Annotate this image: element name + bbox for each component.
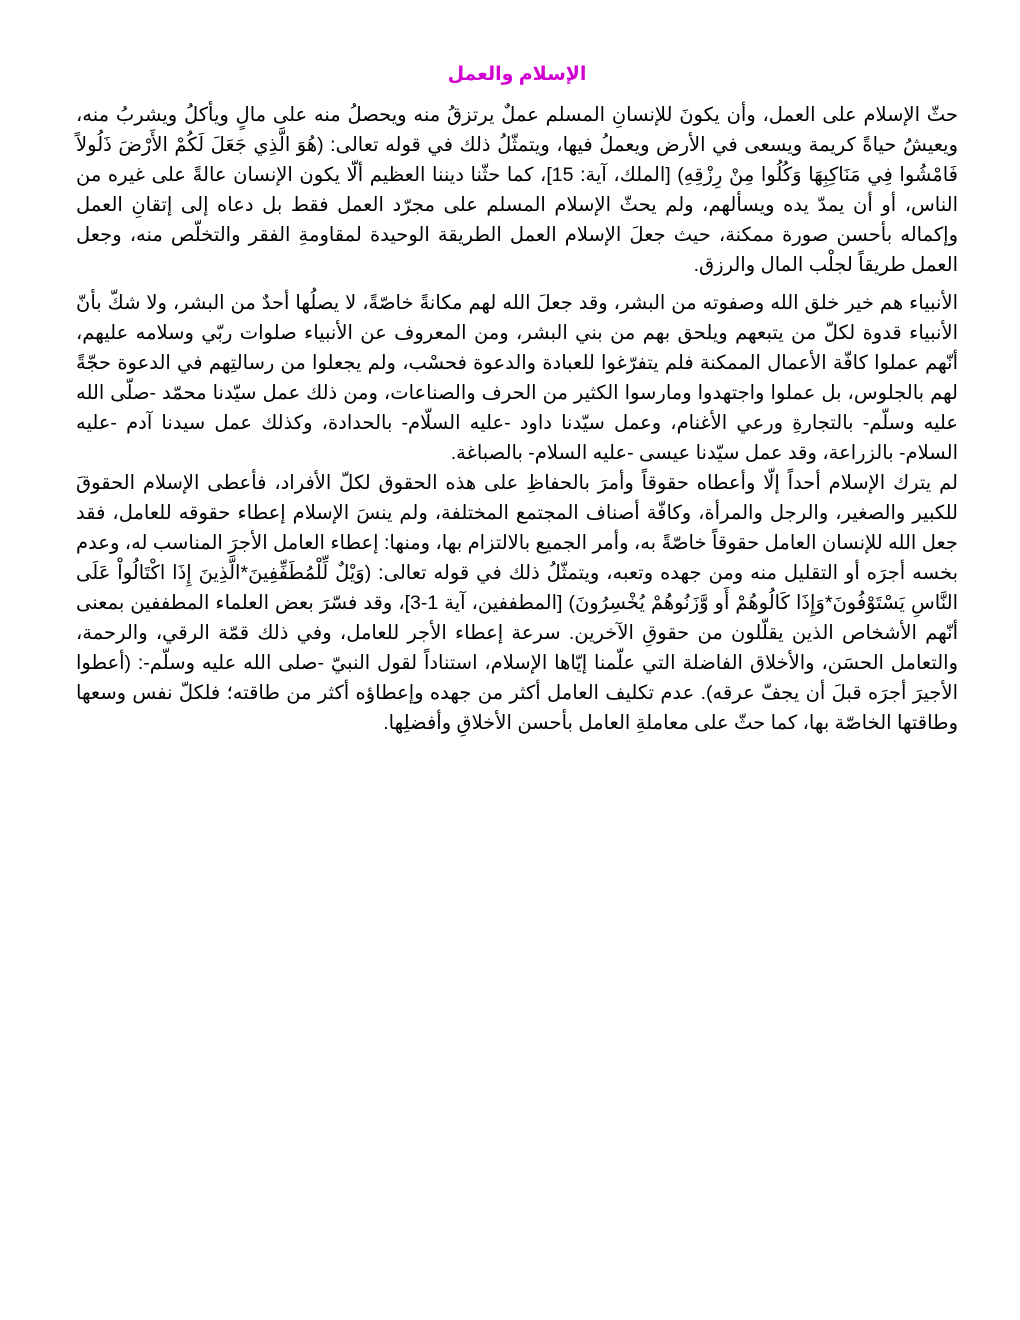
paragraph-prophets-work: الأنبياء هم خير خلق الله وصفوته من البشر، وقد جعلَ الله لهم مكانةً خاصّةً، لا يصلُها أحدٌ من البشر، ولا شكّ بأنّ الأنبياء قدوة لكلّ من يتبعهم ويلحق بهم من بني البشر، ومن المعروف عن الأنبياء صلوات ربّي وسلامه عليهم، أنّهم عملوا كافّة الأعمال الممكنة فلم يتفرّغوا للعبادة والدعوة فحسْب، ولم يجعلوا من رسالتِهم في الدعوة حجّةً لهم بالجلوس، بل عملوا واجتهدوا ومارسوا الكثير من الحرف والصناعات، ومن ذلك عمل سيّدنا محمّد -صلّى الله عليه وسلّم- بالتجارةِ ورعي الأغنام، وعمل سيّدنا داود -عليه السلّام- بالحدادة، وكذلك عمل سيدنا آدم -عليه السلام- بالزراعة، وقد عمل سيّدنا عيسى -عليه السلام- بالصباغة. (76, 292, 958, 464)
paragraph-worker-rights: لم يترك الإسلام أحداً إلّا وأعطاه حقوقاً وأمرَ بالحفاظِ على هذه الحقوق لكلّ الأفراد، فأعطى الإسلام الحقوقَ للكبير والصغير، والرجل والمرأة، وكافّة أصناف المجتمع المختلفة، ولم ينسَ الإسلام إعطاء حقوقه للعامل، فقد جعل الله للإنسان العامل حقوقاً خاصّةً به، وأمر الجميع بالالتزام بها، ومنها: إعطاء العامل الأجرَ المناسب له، وعدم بخسه أجرَه أو التقليل منه ومن جهده وتعبه، ويتمثّلُ ذلك في قوله تعالى: (وَيْلٌ لِّلْمُطَفِّفِينَ*الَّذِينَ إِذَا اكْتَالُواْ عَلَى النَّاسِ يَسْتَوْفُونَ*وَإِذَا كَالُوهُمْ أَو وَّزَنُوهُمْ يُخْسِرُونَ) [المطففين، آية 1-3]، وقد فسّرَ بعض العلماء المطففين بمعنى أنّهم الأشخاص الذين يقلّلون من حقوقِ الآخرين. سرعة إعطاء الأجر للعامل، وفي ذلك قمّة الرقي، والرحمة، والتعامل الحسَن، والأخلاق الفاضلة التي علّمنا إيّاها الإسلام، استناداً لقول النبيّ -صلى الله عليه وسلّم-: (أعطوا الأجيرَ أجرَه قبلَ أن يجفّ عرقه). عدم تكليف العامل أكثر من جهده وإعطاؤه أكثر من طاقته؛ فلكلّ نفس وسعها وطاقتها الخاصّة بها، كما حثّ على معاملةِ العامل بأحسن الأخلاقِ وأفضلِها. (76, 472, 958, 734)
document-page (76, 58, 958, 738)
paragraph-work-in-islam: حثّ الإسلام على العمل، وأن يكونَ للإنسانِ المسلم عملٌ يرتزقُ منه ويحصلُ منه على مالٍ ويأكلُ ويشربُ منه، ويعيشُ حياةً كريمة ويسعى في الأرض ويعملُ فيها، ويتمثّلُ ذلك في قوله تعالى: (هُوَ الَّذِي جَعَلَ لَكُمْ الأَرْضَ ذَلُولاً فَامْشُوا فِي مَنَاكِبِهَا وَكُلُوا مِنْ رِزْقِهِ) [الملك، آية: 15]، كما حثّنا ديننا العظيم ألّا يكون الإنسان عالةً على غيره من الناس، أو أن يمدّ يده ويسألهم، ولم يحثّ الإسلام المسلم على مجرّد العمل فقط بل دعاه إلى إتقانِ العمل وإكماله بأحسن صورة ممكنة، حيث جعلَ الإسلام العمل الطريقة الوحيدة لمقاومةِ الفقر والتخلّص منه، وجعل العمل طريقاً لجلْب المال والرزق. (76, 104, 959, 276)
document-title: الإسلام والعمل (447, 64, 587, 85)
